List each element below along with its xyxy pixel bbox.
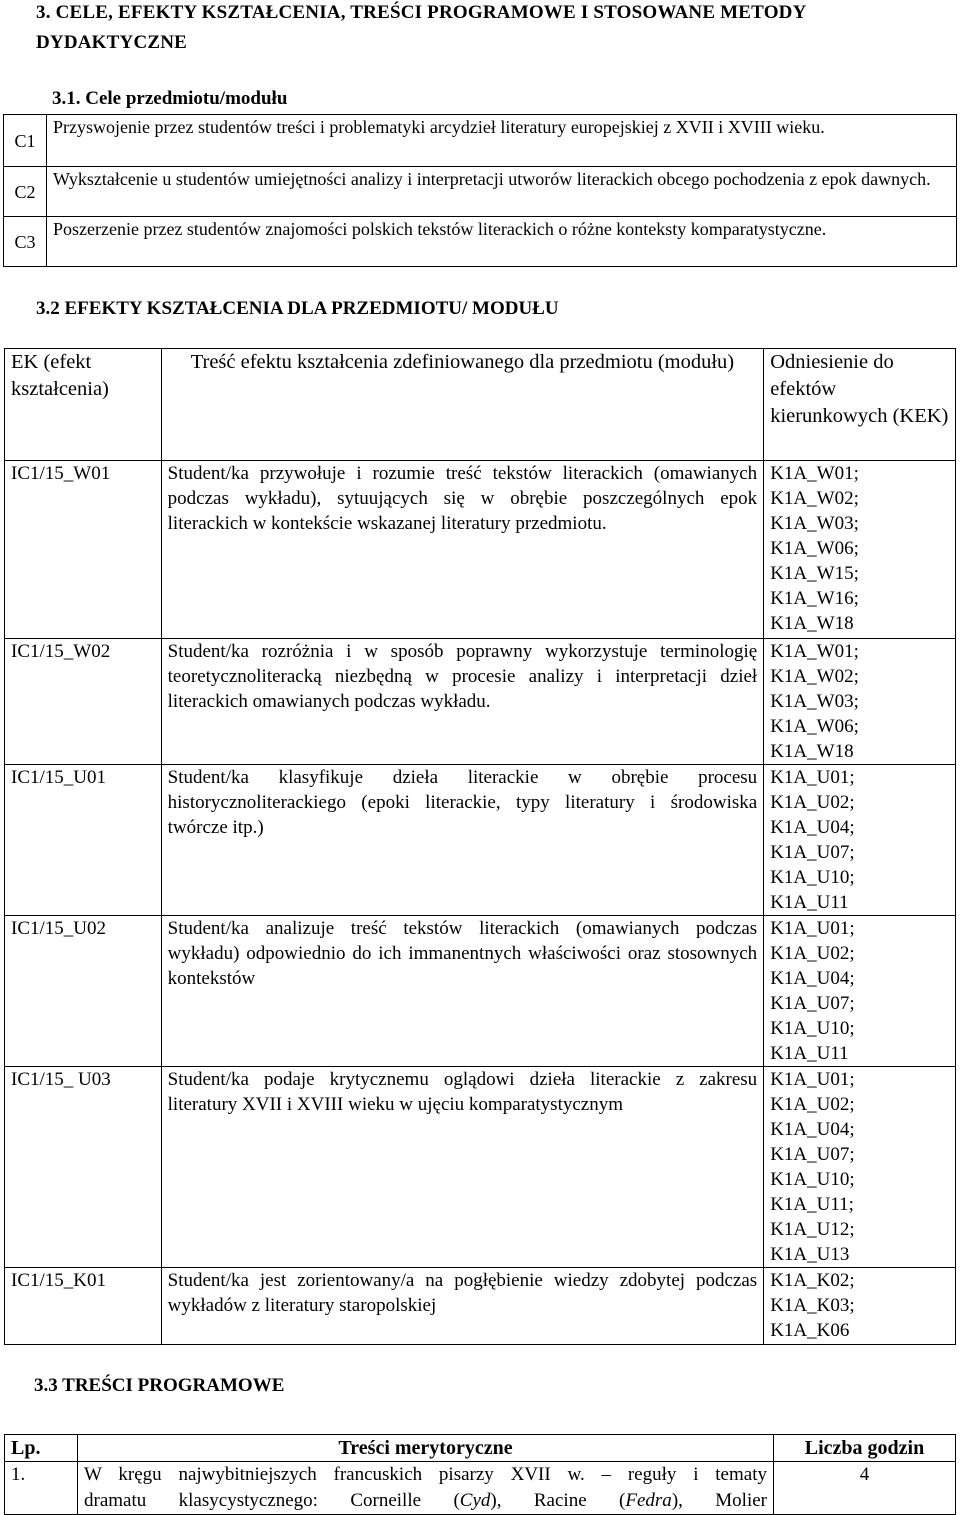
program-content: [78, 1462, 774, 1515]
effect-row: [5, 639, 956, 765]
program-line2-mid: ), Racine (: [490, 1490, 626, 1511]
kek-item: K1A_W03;: [770, 513, 859, 534]
kek-item: K1A_U01;: [770, 767, 855, 788]
program-row: [5, 1462, 956, 1515]
effect-code: IC1/15_U01: [5, 765, 162, 916]
kek-item: K1A_U04;: [770, 1119, 855, 1140]
program-line2-pre: dramatu klasycystycznego: Corneille (: [84, 1490, 460, 1511]
effect-text: Student/ka podaje krytycznemu oglądowi dzieła literackie z zakresu literatury XVII i XVIII wieku w ujęciu komparatystycznym: [161, 1067, 764, 1268]
effect-code: IC1/15_ U03: [5, 1067, 162, 1268]
program-line2: [84, 1488, 767, 1514]
effect-kek: [764, 916, 956, 1067]
effect-code: IC1/15_K01: [5, 1268, 162, 1345]
goal-row: [4, 217, 957, 267]
header-hours: Liczba godzin: [774, 1435, 956, 1462]
goals-table: [3, 114, 957, 267]
effect-row: [5, 916, 956, 1067]
program-header-row: [5, 1435, 956, 1462]
kek-item: K1A_W16;: [770, 588, 859, 609]
effect-text: Student/ka rozróżnia i w sposób poprawny wykorzystuje terminologię teoretycznoliteracką niezbędną w procesie analizy i interpretacji dzieł literackich omawianych podczas wykładu.: [161, 639, 764, 765]
kek-item: K1A_W18: [770, 613, 854, 634]
kek-item: K1A_U04;: [770, 968, 855, 989]
effect-kek: [764, 1067, 956, 1268]
kek-item: K1A_W18: [770, 741, 854, 762]
kek-item: K1A_U07;: [770, 1144, 855, 1165]
kek-item: K1A_U02;: [770, 943, 855, 964]
effect-kek: [764, 1268, 956, 1345]
kek-item: K1A_U12;: [770, 1219, 855, 1240]
kek-item: K1A_W01;: [770, 463, 859, 484]
goal-code: C1: [4, 115, 47, 167]
goals-title: 3.1. Cele przedmiotu/modułu: [52, 88, 288, 109]
effect-code: IC1/15_W01: [5, 461, 162, 639]
kek-item: K1A_U11: [770, 892, 849, 913]
kek-item: K1A_U01;: [770, 1069, 855, 1090]
kek-item: K1A_U02;: [770, 792, 855, 813]
header-content: Treści merytoryczne: [78, 1435, 774, 1462]
effect-kek: [764, 765, 956, 916]
section-title-line1: 3. CELE, EFEKTY KSZTAŁCENIA, TREŚCI PROGRAMOWE I STOSOWANE METODY: [36, 2, 807, 23]
effects-header-row: [5, 349, 956, 461]
header-kek: Odniesienie do efektów kierunkowych (KEK): [764, 349, 956, 461]
effect-row: [5, 1268, 956, 1345]
kek-item: K1A_W06;: [770, 538, 859, 559]
program-line2-post: ), Molier: [671, 1490, 767, 1511]
goal-row: [4, 115, 957, 167]
section-title-line2: DYDAKTYCZNE: [36, 32, 188, 53]
goal-code: C3: [4, 217, 47, 267]
program-line1: W kręgu najwybitniejszych francuskich pisarzy XVII w. – reguły i tematy: [84, 1464, 767, 1485]
kek-item: K1A_W02;: [770, 488, 859, 509]
effects-title: 3.2 EFEKTY KSZTAŁCENIA DLA PRZEDMIOTU/ MODUŁU: [36, 298, 559, 319]
kek-item: K1A_W03;: [770, 691, 859, 712]
kek-item: K1A_U07;: [770, 842, 855, 863]
program-hours: 4: [774, 1462, 956, 1515]
kek-item: K1A_K02;: [770, 1270, 855, 1291]
effect-row: [5, 1067, 956, 1268]
kek-item: K1A_U10;: [770, 867, 855, 888]
effect-kek: [764, 639, 956, 765]
effect-kek: [764, 461, 956, 639]
goal-row: [4, 167, 957, 217]
kek-item: K1A_K03;: [770, 1295, 855, 1316]
effect-text: Student/ka analizuje treść tekstów literackich (omawianych podczas wykładu) odpowiednio do ich immanentnych właściwości oraz stosownych kontekstów: [161, 916, 764, 1067]
effect-text: Student/ka jest zorientowany/a na pogłębienie wiedzy zdobytej podczas wykładów z literatury staropolskiej: [161, 1268, 764, 1345]
kek-item: K1A_W02;: [770, 666, 859, 687]
kek-item: K1A_W01;: [770, 641, 859, 662]
goal-text: Przyswojenie przez studentów treści i problematyki arcydzieł literatury europejskiej z XVII i XVIII wieku.: [47, 115, 957, 167]
kek-item: K1A_U02;: [770, 1094, 855, 1115]
program-title: 3.3 TREŚCI PROGRAMOWE: [34, 1375, 285, 1396]
header-ek: EK (efekt kształcenia): [5, 349, 162, 461]
kek-item: K1A_K06: [770, 1320, 850, 1341]
program-title-fedra: Fedra: [625, 1490, 672, 1511]
kek-item: K1A_U01;: [770, 918, 855, 939]
effect-code: IC1/15_W02: [5, 639, 162, 765]
effect-text: Student/ka przywołuje i rozumie treść tekstów literackich (omawianych podczas wykładu), sytuujących się w obrębie poszczególnych epok literackich w kontekście wskazanej literatury przedmiotu.: [161, 461, 764, 639]
goal-text: Wykształcenie u studentów umiejętności analizy i interpretacji utworów literackich obcego pochodzenia z epok dawnych.: [47, 167, 957, 217]
header-content: Treść efektu kształcenia zdefiniowanego dla przedmiotu (modułu): [161, 349, 764, 461]
kek-item: K1A_U04;: [770, 817, 855, 838]
effect-row: [5, 461, 956, 639]
header-lp: Lp.: [5, 1435, 78, 1462]
program-title-cyd: Cyd: [459, 1490, 491, 1511]
goal-code: C2: [4, 167, 47, 217]
kek-item: K1A_W06;: [770, 716, 859, 737]
program-table: [4, 1434, 956, 1515]
kek-item: K1A_U07;: [770, 993, 855, 1014]
program-lp: 1.: [5, 1462, 78, 1515]
kek-item: K1A_U11;: [770, 1194, 854, 1215]
effect-code: IC1/15_U02: [5, 916, 162, 1067]
kek-item: K1A_U11: [770, 1043, 849, 1064]
effect-text: Student/ka klasyfikuje dzieła literackie w obrębie procesu historycznoliterackiego (epoki literackie, typy literatury i środowiska twórcze itp.): [161, 765, 764, 916]
kek-item: K1A_W15;: [770, 563, 859, 584]
kek-item: K1A_U10;: [770, 1018, 855, 1039]
effect-row: [5, 765, 956, 916]
goal-text: Poszerzenie przez studentów znajomości polskich tekstów literackich o różne konteksty komparatystyczne.: [47, 217, 957, 267]
kek-item: K1A_U10;: [770, 1169, 855, 1190]
kek-item: K1A_U13: [770, 1244, 850, 1265]
effects-table: [4, 348, 956, 1345]
section-title: [36, 2, 807, 54]
